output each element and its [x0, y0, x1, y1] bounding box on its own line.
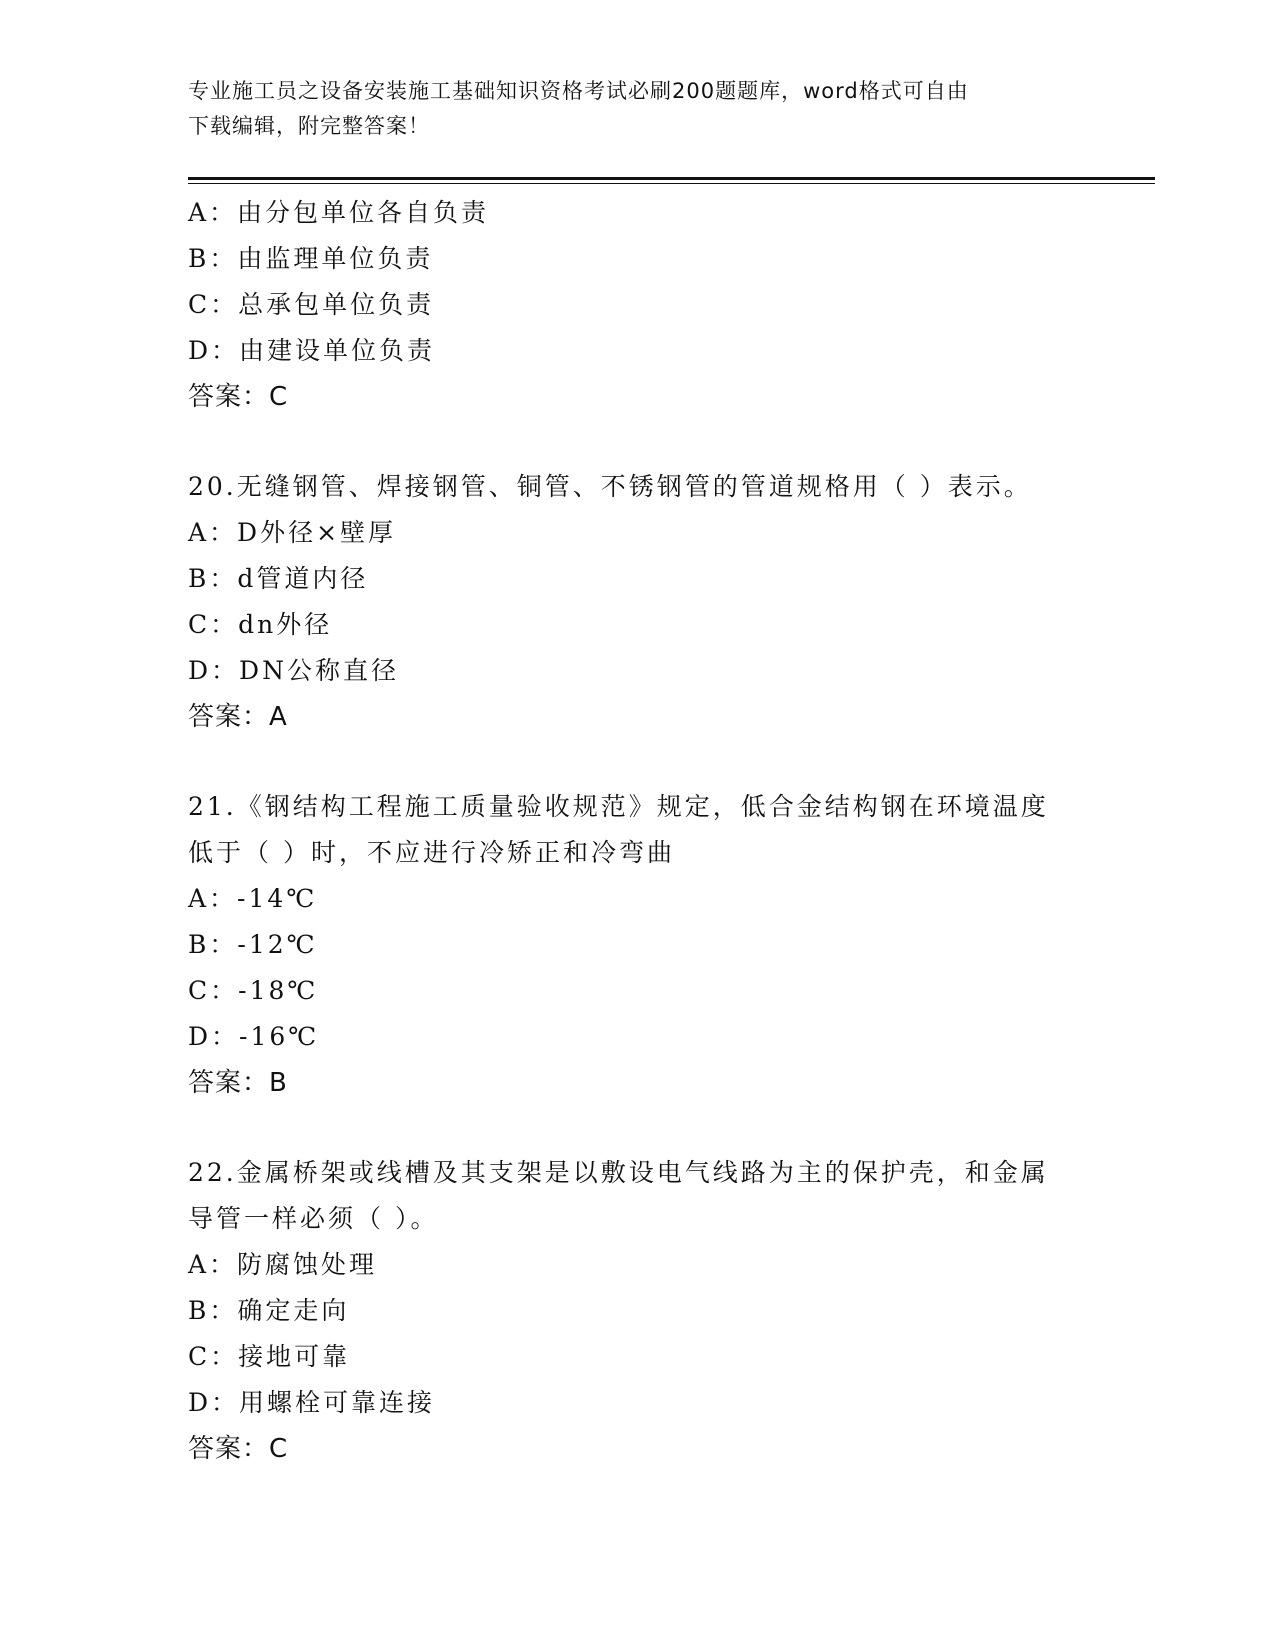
option-d: D：由建设单位负责 — [188, 336, 436, 365]
option-d: D：DN公称直径 — [188, 656, 399, 685]
option-c: C：-18℃ — [188, 976, 319, 1005]
option-a: A：D外径×壁厚 — [188, 518, 397, 547]
option-b: B：-12℃ — [188, 930, 318, 959]
header-rule-thin — [188, 183, 1155, 184]
option-c: C：总承包单位负责 — [188, 290, 435, 319]
document-header — [188, 74, 1088, 144]
question-19-options — [188, 190, 1128, 420]
question-22 — [188, 1150, 1128, 1472]
header-rule-thick — [188, 177, 1155, 180]
option-b: B：由监理单位负责 — [188, 244, 434, 273]
option-a: A：由分包单位各自负责 — [188, 198, 490, 227]
question-list — [188, 190, 1128, 1472]
answer-line: 答案：A — [188, 702, 288, 732]
option-d: D：-16℃ — [188, 1022, 320, 1051]
question-gap — [188, 1106, 1128, 1150]
answer-line: 答案：B — [188, 1068, 288, 1098]
question-stem-line-1: 22.金属桥架或线槽及其支架是以敷设电气线路为主的保护壳，和金属 — [188, 1158, 1049, 1187]
option-a: A：-14℃ — [188, 884, 318, 913]
question-stem-line-1: 21.《钢结构工程施工质量验收规范》规定，低合金结构钢在环境温度 — [188, 792, 1049, 821]
question-stem-line-2: 导管一样必须（ ）。 — [188, 1204, 439, 1233]
option-b: B：d管道内径 — [188, 564, 369, 593]
question-gap — [188, 740, 1128, 784]
question-21 — [188, 784, 1128, 1106]
option-c: C：dn外径 — [188, 610, 333, 639]
question-20 — [188, 464, 1128, 740]
question-stem: 20.无缝钢管、焊接钢管、铜管、不锈钢管的管道规格用（ ）表示。 — [188, 472, 1032, 501]
header-line-1: 专业施工员之设备安装施工基础知识资格考试必刷200题题库，word格式可自由 — [188, 79, 969, 103]
header-line-2: 下载编辑，附完整答案！ — [188, 114, 430, 138]
option-b: B：确定走向 — [188, 1296, 350, 1325]
answer-line: 答案：C — [188, 382, 289, 412]
question-gap — [188, 420, 1128, 464]
option-d: D：用螺栓可靠连接 — [188, 1388, 436, 1417]
option-c: C：接地可靠 — [188, 1342, 351, 1371]
answer-line: 答案：C — [188, 1434, 289, 1464]
question-stem-line-2: 低于（ ）时，不应进行冷矫正和冷弯曲 — [188, 838, 675, 867]
option-a: A：防腐蚀处理 — [188, 1250, 378, 1279]
